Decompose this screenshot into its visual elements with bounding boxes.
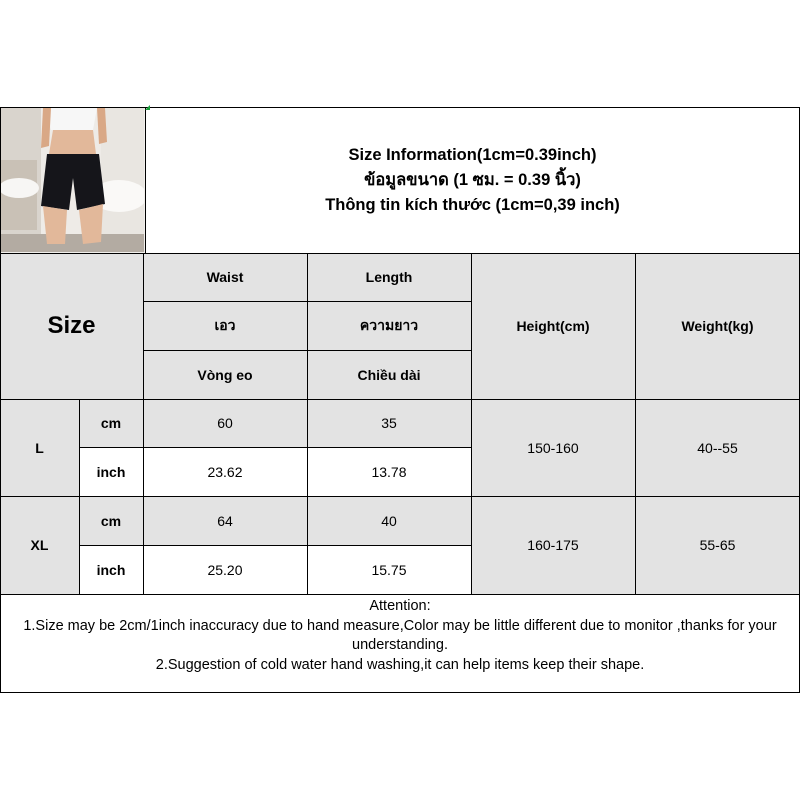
length-cm-l: 35 bbox=[307, 399, 471, 447]
rule-photo-right bbox=[145, 107, 146, 253]
rule-waist-length bbox=[307, 253, 308, 594]
border-under-title bbox=[0, 253, 800, 254]
border-top bbox=[0, 107, 800, 108]
height-xl: 160-175 bbox=[471, 496, 635, 594]
size-info-title bbox=[145, 107, 800, 253]
rule-under-header bbox=[0, 399, 800, 400]
waist-inch-xl: 25.20 bbox=[143, 545, 307, 594]
rule-size-col bbox=[143, 253, 144, 594]
length-header-th: ความยาว bbox=[307, 301, 471, 350]
rule-xl-cm bbox=[79, 545, 471, 546]
length-header-en: Length bbox=[307, 253, 471, 301]
attention-note-2: 2.Suggestion of cold water hand washing,it can help items keep their shape. bbox=[155, 656, 645, 673]
waist-cm-l: 60 bbox=[143, 399, 307, 447]
waist-inch-l: 23.62 bbox=[143, 447, 307, 496]
height-l: 150-160 bbox=[471, 399, 635, 496]
attention-note-1-continued: understanding. bbox=[352, 637, 448, 653]
length-inch-xl: 15.75 bbox=[307, 545, 471, 594]
waist-header-vi: Vòng eo bbox=[143, 350, 307, 399]
border-bottom bbox=[0, 692, 800, 693]
rule-length-height bbox=[471, 253, 472, 594]
weight-header: Weight(kg) bbox=[635, 253, 800, 399]
unit-inch-l: inch bbox=[79, 447, 143, 496]
height-header: Height(cm) bbox=[471, 253, 635, 399]
size-header: Size bbox=[0, 253, 143, 399]
product-photo-image bbox=[1, 108, 144, 252]
weight-xl: 55-65 bbox=[635, 496, 800, 594]
waist-header-th: เอว bbox=[143, 301, 307, 350]
unit-inch-xl: inch bbox=[79, 545, 143, 594]
waist-cm-xl: 64 bbox=[143, 496, 307, 545]
waist-header-en: Waist bbox=[143, 253, 307, 301]
product-photo bbox=[0, 107, 145, 253]
rule-above-attention bbox=[0, 594, 800, 595]
size-chart bbox=[0, 107, 800, 693]
length-header-vi: Chiều dài bbox=[307, 350, 471, 399]
border-left bbox=[0, 107, 1, 693]
rule-size-unit bbox=[79, 399, 80, 594]
rule-height-weight bbox=[635, 253, 636, 594]
length-cm-xl: 40 bbox=[307, 496, 471, 545]
size-label-xl: XL bbox=[0, 496, 79, 594]
corner-mark bbox=[145, 105, 150, 110]
attention-heading: Attention: bbox=[369, 598, 431, 614]
rule-l-xl bbox=[0, 496, 800, 497]
title-line-vietnamese: Thông tin kích thước (1cm=0,39 inch) bbox=[325, 195, 620, 214]
weight-l: 40--55 bbox=[635, 399, 800, 496]
attention-notes bbox=[0, 594, 800, 693]
attention-note-1: 1.Size may be 2cm/1inch inaccuracy due to hand measure,Color may be little different due to monitor ,thanks for your bbox=[23, 617, 777, 634]
size-label-l: L bbox=[0, 399, 79, 496]
title-line-english: Size Information(1cm=0.39inch) bbox=[348, 145, 597, 164]
rule-l-cm bbox=[79, 447, 471, 448]
unit-cm-xl: cm bbox=[79, 496, 143, 545]
unit-cm-l: cm bbox=[79, 399, 143, 447]
title-line-thai: ข้อมูลขนาด (1 ซม. = 0.39 นิ้ว) bbox=[364, 170, 581, 189]
length-inch-l: 13.78 bbox=[307, 447, 471, 496]
